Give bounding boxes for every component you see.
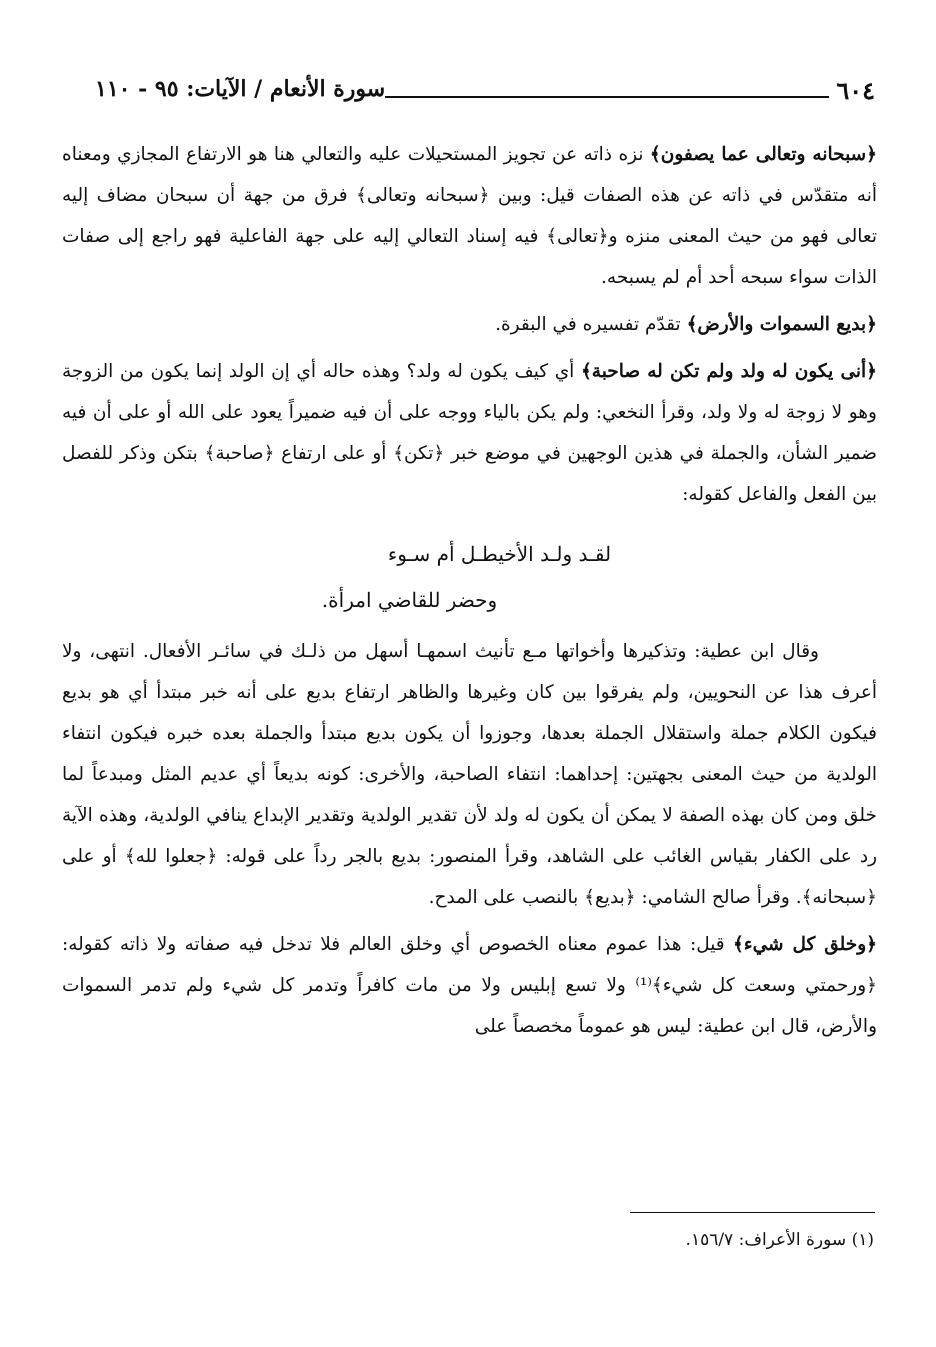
quranic-phrase: ﴿سبحانه وتعالى عما يصفون﴾ [649,144,877,165]
paragraph [62,631,877,918]
page-number: ٦٠٤ [836,76,875,105]
header-rule [385,96,829,98]
paragraph-text: أي كيف يكون له ولد؟ وهذه حاله أي إن الولد إنما يكون من الزوجة وهو لا زوجة له ولا ولد، وقرأ النخعي: ولم يكن بالياء ووجه على أن فيه ضميراً يعود على الله أو على أن فيه ضمير الشأن، والجملة في هذين الوجهين في موضع خبر ﴿تكن﴾ أو على ارتفاع ﴿صاحبة﴾ بتكن وذكر للفصل بين الفعل والفاعل كقوله: [62,361,877,505]
page-header [95,76,875,116]
paragraph [62,304,877,345]
quranic-phrase: ﴿وخلق كل شيء﴾ [733,934,877,955]
running-title: سورة الأنعام / الآيات: ٩٥ - ١١٠ [95,76,386,102]
paragraph-text: وقال ابن عطية: وتذكيرها وأخواتها مـع تأنيث اسمهـا أسهل من ذلـك في سائـر الأفعال. انتهى، ولا أعرف هذا عن النحويين، ولم يفرقوا بين كان وغيرها والظاهر ارتفاع بديع على أنه خبر مبتدأ أي هو بديع فيكون الكلام جملة واستقلال الجملة بعدها، وجوزوا أن يكون بديع مبتدأ والجملة بعده خبره فيكون انتفاء الولدية من حيث المعنى بجهتين: إحداهما: انتفاء الصاحبة، والأخرى: كونه بديعاً أي عديم المثل ومبدعاً لما خلق ومن كان بهذه الصفة لا يمكن أن يكون له ولد لأن تقدير الولدية وتقدير الإبداع ينافي الولدية، وهذه الآية رد على الكفار بقياس الغائب على الشاهد، وقرأ المنصور: بديع بالجر رداً على قوله: ﴿جعلوا لله﴾ أو على ﴿سبحانه﴾. وقرأ صالح الشامي: ﴿بديع﴾ بالنصب على المدح. [62,641,877,908]
paragraph-text: نزه ذاته عن تجويز المستحيلات عليه والتعالي هنا هو الارتفاع المجازي ومعناه أنه متقدّس في ذاته عن هذه الصفات قيل: وبين ﴿سبحانه وتعالى﴾ فرق من جهة أن سبحان مضاف إليه تعالى فهو من حيث المعنى منزه و﴿تعالى﴾ فيه إسناد التعالي إليه على جهة الفاعلية فهو راجع إلى صفات الذات سواء سبحه أحد أم لم يسبحه. [62,144,877,288]
footnote-rule [630,1212,875,1213]
paragraph [62,351,877,515]
footnote: (١) سورة الأعراف: ١٥٦/٧. [685,1230,874,1250]
quranic-phrase: ﴿بديع السموات والأرض﴾ [686,314,877,335]
verse-line: لقـد ولـد الأخيطـل أم سـوء [387,542,612,566]
paragraph [62,134,877,298]
paragraph-text: قيل: هذا عموم معناه الخصوص أي وخلق العالم فلا تدخل فيه صفاته ولا ذاته كقوله: ﴿ورحمتي وسعت كل شيء﴾⁽¹⁾ ولا تسع إبليس ولا من مات كافراً وتدمر كل شيء ولم تدمر السموات والأرض، قال ابن عطية: ليس هو عموماً مخصصاً على [62,934,877,1037]
paragraph [62,924,877,1047]
paragraph-text: تقدّم تفسيره في البقرة. [495,314,687,335]
page-body [62,134,877,1053]
poetry-verse [62,531,877,623]
verse-line: وحضر للقاضي امرأة. [321,588,498,612]
quranic-phrase: ﴿أنى يكون له ولد ولم تكن له صاحبة﴾ [580,361,877,382]
